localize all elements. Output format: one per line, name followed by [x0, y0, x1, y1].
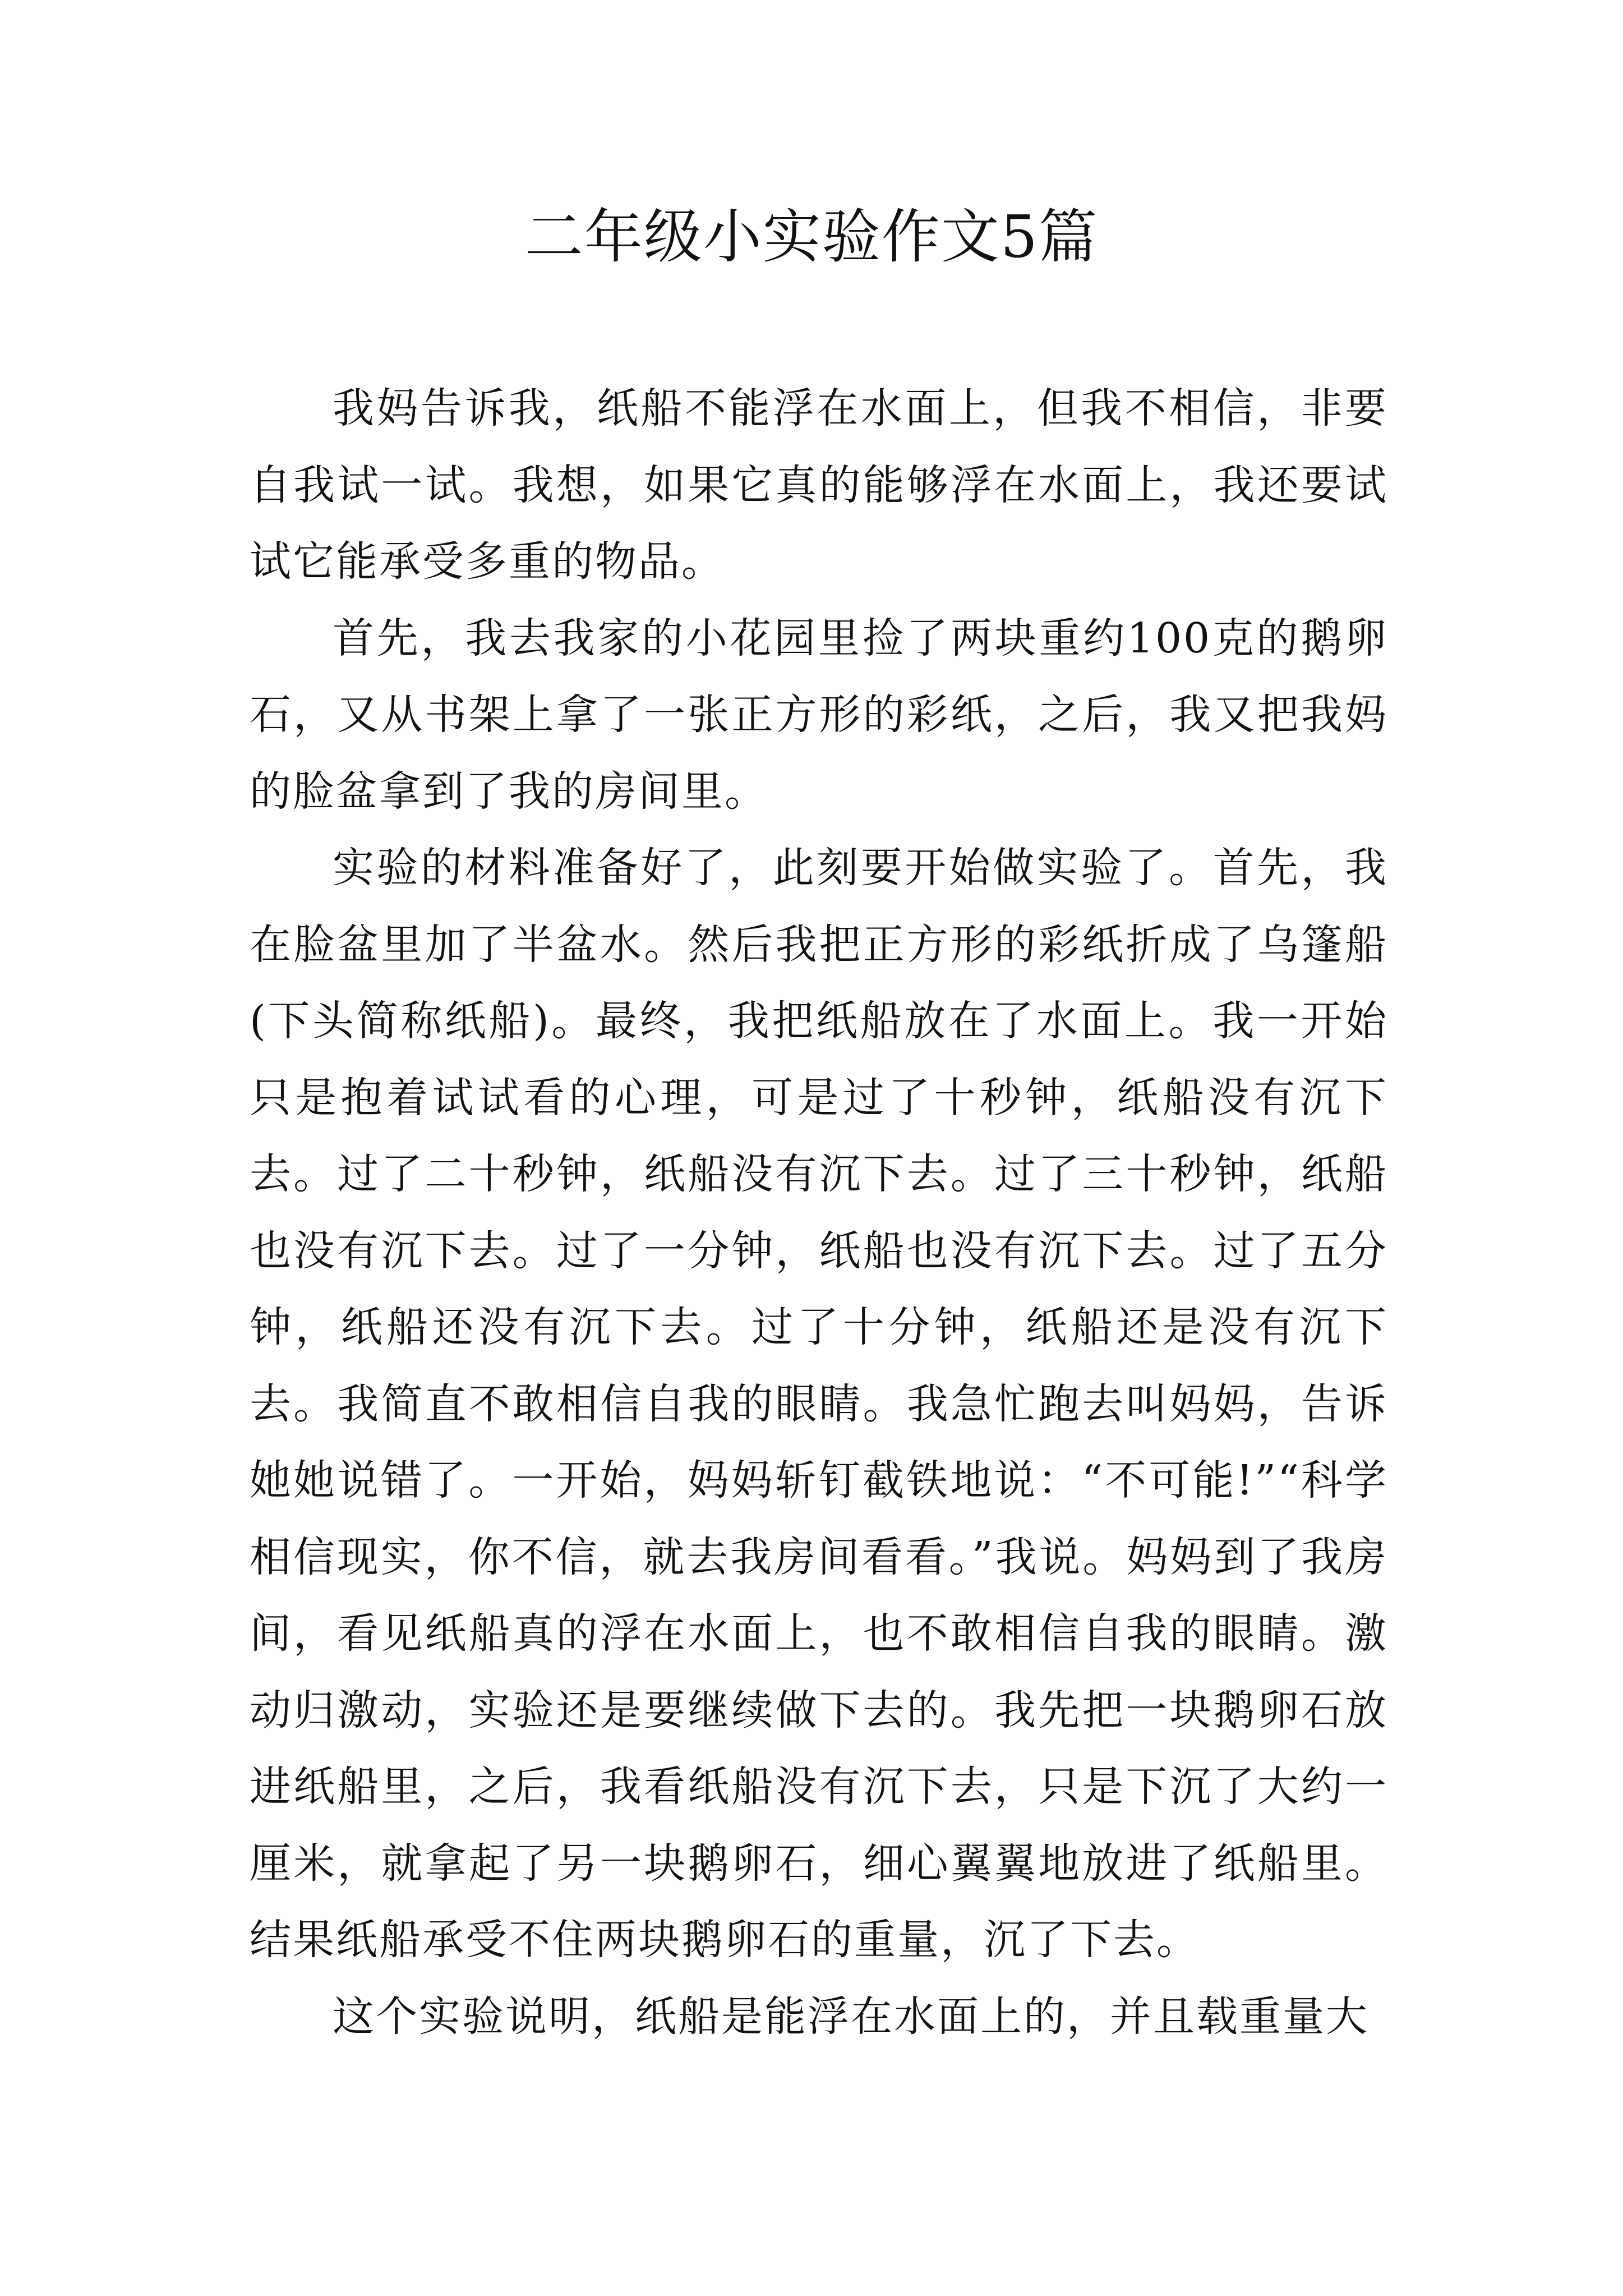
document-body	[250, 370, 1388, 2055]
paragraph-1: 我妈告诉我，纸船不能浮在水面上，但我不相信，非要自我试一试。我想，如果它真的能够浮在水面上，我还要试试它能承受多重的物品。	[250, 384, 1388, 586]
paragraph-3: 实验的材料准备好了，此刻要开始做实验了。首先，我在脸盆里加了半盆水。然后我把正方形的彩纸折成了乌篷船(下头简称纸船)。最终，我把纸船放在了水面上。我一开始只是抱着试试看的心理，可是过了十秒钟，纸船没有沉下去。过了二十秒钟，纸船没有沉下去。过了三十秒钟，纸船也没有沉下去。过了一分钟，纸船也没有沉下去。过了五分钟，纸船还没有沉下去。过了十分钟，纸船还是没有沉下去。我简直不敢相信自我的眼睛。我急忙跑去叫妈妈，告诉她她说错了。一开始，妈妈斩钉截铁地说：“不可能!”“科学相信现实，你不信，就去我房间看看。”我说。妈妈到了我房间，看见纸船真的浮在水面上，也不敢相信自我的眼睛。激动归激动，实验还是要继续做下去的。我先把一块鹅卵石放进纸船里，之后，我看纸船没有沉下去，只是下沉了大约一厘米，就拿起了另一块鹅卵石，细心翼翼地放进了纸船里。结果纸船承受不住两块鹅卵石的重量，沉了下去。	[250, 844, 1388, 1964]
paragraph-2: 首先，我去我家的小花园里捡了两块重约100克的鹅卵石，又从书架上拿了一张正方形的彩纸，之后，我又把我妈的脸盆拿到了我的房间里。	[250, 614, 1388, 816]
document-title: 二年级小实验作文5篇	[524, 203, 1099, 271]
paragraph-4: 这个实验说明，纸船是能浮在水面上的，并且载重量大	[333, 1992, 1369, 2041]
